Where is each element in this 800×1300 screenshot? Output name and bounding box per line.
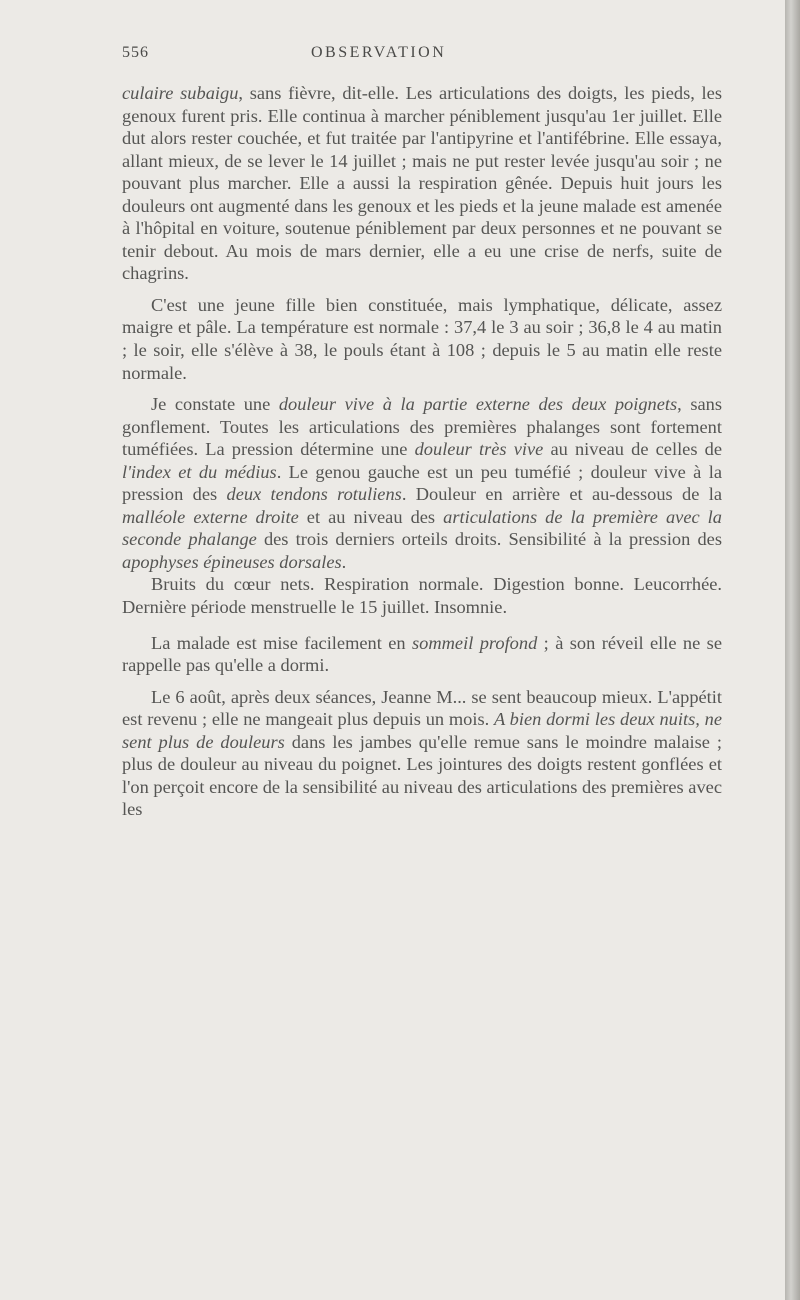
text-run: Le 6 août, après deux séances, Jeanne M... se sent beaucoup mieux. L'appétit est revenu ; elle ne mangeait plus depuis un mois. [122,686,722,730]
italic-text: malléole externe droite [122,506,299,527]
text-run: La malade est mise facilement en [151,632,413,653]
body-text [122,82,722,821]
text-run: , sans fièvre, dit-elle. Les articulations des doigts, les pieds, les genoux furent pris. Elle continua à marcher péniblement jusqu'au 1er juillet. Elle dut alors rester couchée, et fut traitée par l'antipyrine et l'antifébrine. Elle essaya, allant mieux, de se lever le 14 juillet ; mais ne put rester levée jusqu'au soir ; ne pouvant plus marcher. Elle a aussi la respiration gênée. Depuis huit jours les douleurs ont augmenté dans les genoux et les pieds et la jeune malade est amenée à l'hôpital en voiture, soutenue péniblement par deux personnes et ne pouvant se tenir debout. Au mois de mars dernier, elle a eu une crise de nerfs, suite de chagrins. [122,83,722,284]
italic-text: culaire subaigu [122,83,239,103]
page-edge [785,0,800,1300]
text-run: . [341,551,347,572]
paragraph [122,686,722,821]
italic-text: sommeil profond [412,632,538,653]
text-run: , sans gonflement. Toutes les articulations des premières phalanges sont fortement tuméfiées. La pression détermine une [122,394,722,460]
text-run: C'est une jeune fille bien constituée, mais lymphatique, délicate, assez maigre et pâle. La température est normale : 37,4 le 3 au soir ; 36,8 le 4 au matin ; le soir, elle s'élève à 38, le pouls étant à 108 ; depuis le 5 au matin elle reste normale. [122,294,722,383]
text-run: Je constate une [151,394,279,415]
italic-text: l'index et du médius [122,461,277,482]
running-head: OBSERVATION [311,44,447,61]
italic-text: douleur très vive [414,439,544,460]
italic-text: douleur vive à la partie externe des deux poignets [278,394,678,415]
text-run: et au niveau des [298,506,444,527]
text-run: au niveau de celles de [543,439,723,460]
italic-text: apophyses épineuses dorsales [122,551,342,572]
paragraph [122,632,722,677]
paragraph [122,573,722,618]
text-run: . Douleur en arrière et au-dessous de la [401,484,722,505]
page-number: 556 [122,44,149,61]
text-run: dans les jambes qu'elle remue sans le moindre malaise ; plus de douleur au niveau du poignet. Les jointures des doigts restent gonflées et l'on perçoit encore de la sensibilité au niveau des articulations des premières avec les [122,731,722,820]
text-run: ; à son réveil elle ne se rappelle pas qu'elle a dormi. [122,632,722,676]
text-run: . Le genou gauche est un peu tuméfié ; douleur vive à la pression des [122,461,722,505]
text-run: des trois derniers orteils droits. Sensibilité à la pression des [256,529,722,550]
paragraph [122,82,722,285]
italic-text: A bien dormi les deux nuits, ne sent plus de douleurs [122,709,722,752]
italic-text: articulations de la première avec la seconde phalange [122,506,722,550]
paragraph [122,294,722,384]
text-run: Bruits du cœur nets. Respiration normale. Digestion bonne. Leucorrhée. Dernière période menstruelle le 15 juillet. Insomnie. [122,574,722,618]
italic-text: deux tendons rotuliens [226,484,402,505]
paragraph [122,393,722,573]
